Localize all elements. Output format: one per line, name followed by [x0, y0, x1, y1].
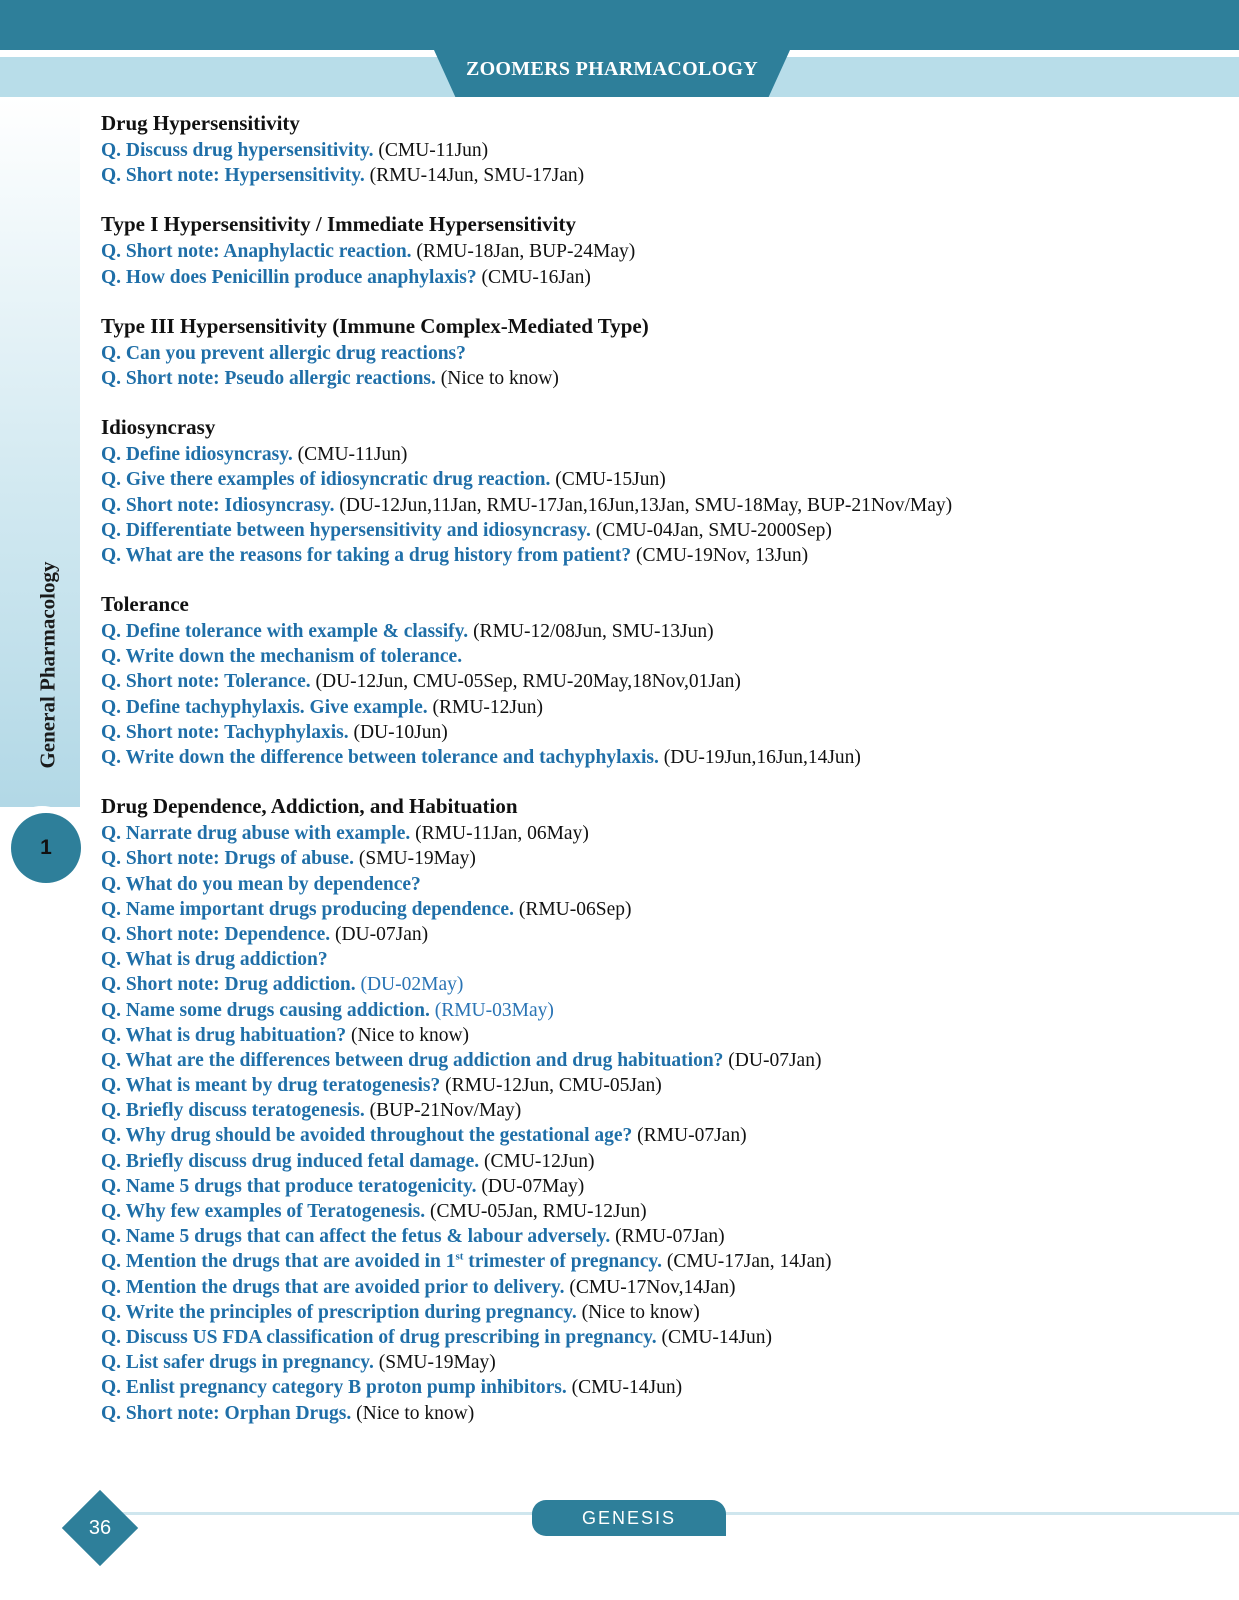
section — [101, 314, 1221, 391]
question-text: Q. What do you mean by dependence? — [101, 873, 421, 895]
question-text: Q. Write the principles of prescription during pregnancy. — [101, 1301, 577, 1323]
question-item — [101, 1325, 1221, 1350]
section — [101, 212, 1221, 289]
section — [101, 592, 1221, 770]
question-item — [101, 922, 1221, 947]
question-text: Q. Mention the drugs that are avoided prior to delivery. — [101, 1276, 565, 1298]
exam-reference: (SMU-19May) — [373, 1352, 496, 1374]
exam-reference: (DU-12Jun,11Jan, RMU-17Jan,16Jun,13Jan, SMU-18May, BUP-21Nov/May) — [334, 494, 953, 516]
exam-reference: (SMU-19May) — [353, 848, 476, 870]
section-title: Drug Dependence, Addiction, and Habituation — [101, 794, 518, 819]
question-text: Q. What is drug habituation? — [101, 1024, 347, 1046]
question-text: Q. Briefly discuss teratogenesis. — [101, 1100, 365, 1122]
question-item — [101, 872, 1221, 897]
question-item — [101, 1023, 1221, 1048]
question-text: Q. What is meant by drug teratogenesis? — [101, 1075, 441, 1097]
question-list — [101, 111, 1221, 1450]
chapter-number-badge: 1 — [11, 813, 81, 883]
question-item — [101, 1224, 1221, 1249]
exam-reference: (Nice to know) — [346, 1024, 470, 1046]
header-top-bar — [0, 0, 1239, 50]
question-item — [101, 998, 1221, 1023]
question-item — [101, 821, 1221, 846]
question-item — [101, 467, 1221, 492]
exam-reference: (CMU-11Jun) — [373, 140, 489, 161]
section-title: Type III Hypersensitivity (Immune Complex-Mediated Type) — [101, 313, 649, 338]
exam-reference: (DU-10Jun) — [348, 721, 448, 743]
page-number: 36 — [88, 1517, 112, 1539]
section-title: Drug Hypersensitivity — [101, 111, 300, 135]
exam-reference: (RMU-12Jun) — [427, 696, 543, 718]
exam-reference: (CMU-17Nov,14Jan) — [564, 1276, 736, 1298]
book-title: ZOOMERS PHARMACOLOGY — [465, 58, 759, 80]
question-text: Q. Name 5 drugs that can affect the fetus & labour adversely. — [101, 1226, 611, 1248]
question-item — [101, 239, 1221, 264]
question-text: Q. Define tachyphylaxis. Give example. — [101, 696, 428, 718]
question-text: Q. Mention the drugs that are avoided in 1 — [101, 1251, 456, 1273]
question-text: Q. What are the reasons for taking a drug history from patient? — [101, 544, 632, 566]
exam-reference: (DU-19Jun,16Jun,14Jun) — [658, 747, 861, 768]
question-text: Q. Why few examples of Teratogenesis. — [101, 1201, 426, 1222]
exam-reference: (DU-07Jan) — [723, 1049, 822, 1071]
question-item — [101, 518, 1221, 543]
question-text: Q. What are the differences between drug addiction and drug habituation? — [101, 1049, 724, 1071]
section — [101, 415, 1221, 568]
section-title: Type I Hypersensitivity / Immediate Hypersensitivity — [101, 212, 576, 237]
exam-reference: (CMU-15Jun) — [550, 469, 666, 491]
question-item — [101, 897, 1221, 922]
exam-reference: (DU-07Jan) — [330, 923, 429, 945]
exam-reference: (Nice to know) — [351, 1402, 475, 1424]
question-text: Q. Short note: Orphan Drugs. — [101, 1402, 352, 1424]
question-item — [101, 1401, 1221, 1426]
question-text: Q. Define idiosyncrasy. — [101, 444, 293, 466]
question-item — [101, 846, 1221, 871]
question-item — [101, 669, 1221, 694]
question-text: Q. Briefly discuss drug induced fetal damage. — [101, 1150, 480, 1172]
question-item — [101, 745, 1221, 770]
question-item — [101, 442, 1221, 467]
question-text: Q. Short note: Tachyphylaxis. — [101, 721, 349, 743]
exam-reference: (CMU-14Jun) — [566, 1377, 683, 1399]
question-text: Q. List safer drugs in pregnancy. — [101, 1352, 374, 1374]
exam-reference: (RMU-18Jan, BUP-24May) — [411, 241, 636, 263]
question-text: trimester of pregnancy. — [463, 1251, 662, 1273]
exam-reference: (CMU-04Jan, SMU-2000Sep) — [590, 519, 832, 541]
ordinal-superscript: st — [455, 1250, 464, 1263]
question-item — [101, 1350, 1221, 1375]
question-text: Q. Name important drugs producing dependence. — [101, 898, 514, 920]
exam-reference: (RMU-12/08Jun, SMU-13Jun) — [468, 621, 714, 643]
chapter-side-label: General Pharmacology — [35, 561, 60, 769]
exam-reference: (Nice to know) — [435, 367, 559, 389]
question-text: Q. Short note: Drug addiction. — [101, 974, 356, 996]
exam-reference: (CMU-12Jun) — [479, 1150, 595, 1172]
question-text: Q. Enlist pregnancy category B proton pump inhibitors. — [101, 1377, 567, 1399]
question-text: Q. Short note: Tolerance. — [101, 671, 311, 693]
section — [101, 111, 1221, 188]
exam-reference: (CMU-11Jun) — [292, 444, 408, 466]
question-item — [101, 543, 1221, 568]
question-text: Q. Define tolerance with example & classify. — [101, 621, 469, 643]
question-item — [101, 972, 1221, 997]
question-item — [101, 947, 1221, 972]
question-text: Q. Narrate drug abuse with example. — [101, 823, 411, 845]
exam-reference: (CMU-19Nov, 13Jun) — [631, 544, 809, 566]
question-item — [101, 695, 1221, 720]
section-title: Idiosyncrasy — [101, 415, 216, 440]
question-item — [101, 1073, 1221, 1098]
exam-reference: (DU-07May) — [476, 1175, 585, 1197]
question-text: Q. Write down the mechanism of tolerance. — [101, 646, 463, 668]
question-item — [101, 619, 1221, 644]
question-item — [101, 1300, 1221, 1325]
section — [101, 794, 1221, 1426]
exam-reference: (RMU-12Jun, CMU-05Jan) — [440, 1075, 662, 1097]
question-text: Q. Discuss US FDA classification of drug prescribing in pregnancy. — [101, 1326, 657, 1348]
exam-reference: (RMU-06Sep) — [513, 898, 632, 920]
question-text: Q. Differentiate between hypersensitivity and idiosyncrasy. — [101, 519, 591, 541]
question-item — [101, 1098, 1221, 1123]
question-item — [101, 1275, 1221, 1300]
question-text: Q. Short note: Dependence. — [101, 923, 331, 945]
exam-reference: (CMU-05Jan, RMU-12Jun) — [425, 1201, 647, 1222]
exam-reference: (RMU-07Jan) — [632, 1125, 747, 1147]
question-text: Q. Short note: Idiosyncrasy. — [101, 494, 335, 516]
question-text: Q. Can you prevent allergic drug reactions? — [101, 342, 466, 364]
question-text: Q. How does Penicillin produce anaphylaxis? — [101, 266, 477, 288]
question-text: Q. Give there examples of idiosyncratic drug reaction. — [101, 469, 551, 491]
question-text: Q. What is drug addiction? — [101, 949, 328, 971]
exam-reference: (RMU-11Jan, 06May) — [410, 823, 589, 845]
exam-reference: (CMU-16Jan) — [476, 266, 591, 288]
question-item — [101, 1123, 1221, 1148]
exam-reference: (Nice to know) — [576, 1301, 700, 1323]
question-item — [101, 720, 1221, 745]
question-item — [101, 341, 1221, 366]
question-item — [101, 1199, 1221, 1224]
question-item — [101, 493, 1221, 518]
question-text: Q. Short note: Hypersensitivity. — [101, 165, 365, 187]
exam-reference: (BUP-21Nov/May) — [364, 1100, 522, 1122]
exam-reference: (CMU-14Jun) — [656, 1326, 773, 1348]
question-item — [101, 1249, 1221, 1274]
question-item — [101, 138, 1221, 163]
question-text: Q. Short note: Anaphylactic reaction. — [101, 241, 412, 263]
question-item — [101, 265, 1221, 290]
question-text: Q. Short note: Drugs of abuse. — [101, 848, 354, 870]
question-text: Q. Discuss drug hypersensitivity. — [101, 140, 374, 161]
question-item — [101, 163, 1221, 188]
exam-reference: (DU-02May) — [355, 974, 464, 996]
question-item — [101, 1149, 1221, 1174]
question-item — [101, 1174, 1221, 1199]
question-item — [101, 644, 1221, 669]
exam-reference: (RMU-14Jun, SMU-17Jan) — [364, 165, 585, 187]
question-item — [101, 366, 1221, 391]
question-text: Q. Name 5 drugs that produce teratogenicity. — [101, 1175, 477, 1197]
question-text: Q. Write down the difference between tolerance and tachyphylaxis. — [101, 747, 659, 768]
exam-reference: (DU-12Jun, CMU-05Sep, RMU-20May,18Nov,01Jan) — [310, 671, 741, 693]
question-text: Q. Name some drugs causing addiction. — [101, 999, 430, 1021]
question-item — [101, 1375, 1221, 1400]
question-text: Q. Why drug should be avoided throughout the gestational age? — [101, 1125, 633, 1147]
question-item — [101, 1048, 1221, 1073]
section-title: Tolerance — [101, 592, 189, 617]
exam-reference: (RMU-07Jan) — [610, 1226, 725, 1248]
exam-reference: (CMU-17Jan, 14Jan) — [661, 1251, 832, 1273]
exam-reference: (RMU-03May) — [429, 999, 554, 1021]
question-text: Q. Short note: Pseudo allergic reactions. — [101, 367, 436, 389]
footer-label: GENESIS — [532, 1500, 726, 1536]
